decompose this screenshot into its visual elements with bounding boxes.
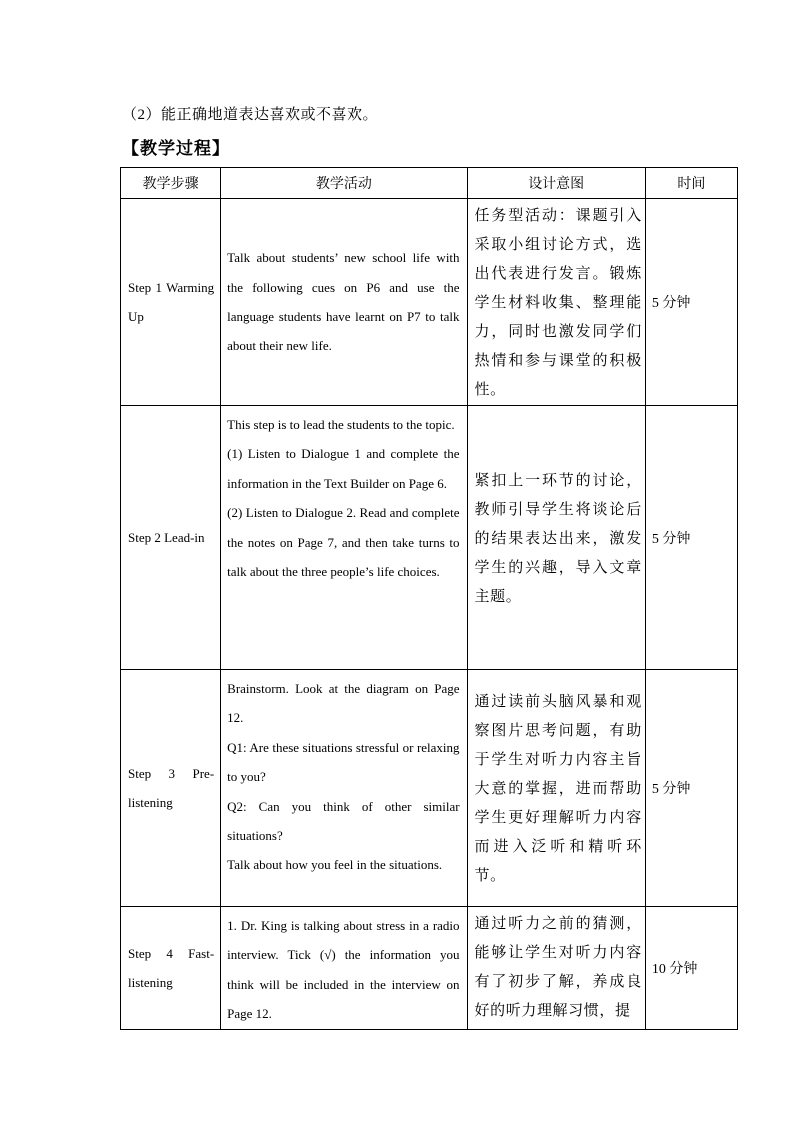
table-row [121, 406, 738, 670]
activity-text: Q2: Can you think of other similar situations? [227, 798, 460, 844]
header-activity: 教学活动 [221, 168, 467, 199]
purpose-cell: 任务型活动：课题引入采取小组讨论方式，选出代表进行发言。锻炼学生材料收集、整理能力，同时也激发同学们热情和参与课堂的积极性。 [467, 199, 645, 406]
table-row [121, 907, 738, 1030]
activity-text: 1. Dr. King is talking about stress in a radio interview. Tick (√) the information you think will be included in the interview on Page 12. [227, 918, 460, 1022]
header-time: 时间 [645, 168, 737, 199]
activity-text: (2) Listen to Dialogue 2. Read and complete the notes on Page 7, and then take turns to talk about the three people’s life choices. [227, 505, 460, 580]
activity-cell [221, 199, 467, 406]
activity-text: Q1: Are these situations stressful or relaxing to you? [227, 739, 460, 785]
time-cell: 5 分钟 [645, 199, 737, 406]
header-purpose: 设计意图 [467, 168, 645, 199]
purpose-cell: 紧扣上一环节的讨论，教师引导学生将谈论后的结果表达出来，激发学生的兴趣，导入文章主题。 [467, 406, 645, 670]
teaching-process-table [120, 167, 738, 1030]
step-cell: Step 2 Lead-in [121, 406, 221, 670]
table-header-row [121, 168, 738, 199]
activity-cell [221, 907, 467, 1030]
activity-text: Talk about students’ new school life with the following cues on P6 and use the language students have learnt on P7 to talk about their new life. [227, 250, 460, 354]
purpose-cell: 通过读前头脑风暴和观察图片思考问题，有助于学生对听力内容主旨大意的掌握，进而帮助学生更好理解听力内容而进入泛听和精听环节。 [467, 670, 645, 907]
step-cell: Step 3 Pre-listening [121, 670, 221, 907]
intro-objective: （2）能正确地道表达喜欢或不喜欢。 [122, 107, 379, 123]
table-row [121, 670, 738, 907]
time-cell: 5 分钟 [645, 670, 737, 907]
purpose-cell: 通过听力之前的猜测，能够让学生对听力内容有了初步了解，养成良好的听力理解习惯，提 [467, 907, 645, 1030]
activity-text: Talk about how you feel in the situations. [227, 857, 443, 873]
activity-text: (1) Listen to Dialogue 1 and complete the information in the Text Builder on Page 6. [227, 446, 460, 491]
activity-cell [221, 406, 467, 670]
activity-cell [221, 670, 467, 907]
time-cell: 5 分钟 [645, 406, 737, 670]
header-step: 教学步骤 [121, 168, 221, 199]
activity-text: This step is to lead the students to the topic. [227, 417, 455, 432]
step-cell: Step 4 Fast-listening [121, 907, 221, 1030]
time-cell: 10 分钟 [645, 907, 737, 1030]
activity-text: Brainstorm. Look at the diagram on Page 12. [227, 681, 460, 726]
step-cell: Step 1 Warming Up [121, 199, 221, 406]
section-title: 【教学过程】 [122, 139, 230, 158]
table-row [121, 199, 738, 406]
